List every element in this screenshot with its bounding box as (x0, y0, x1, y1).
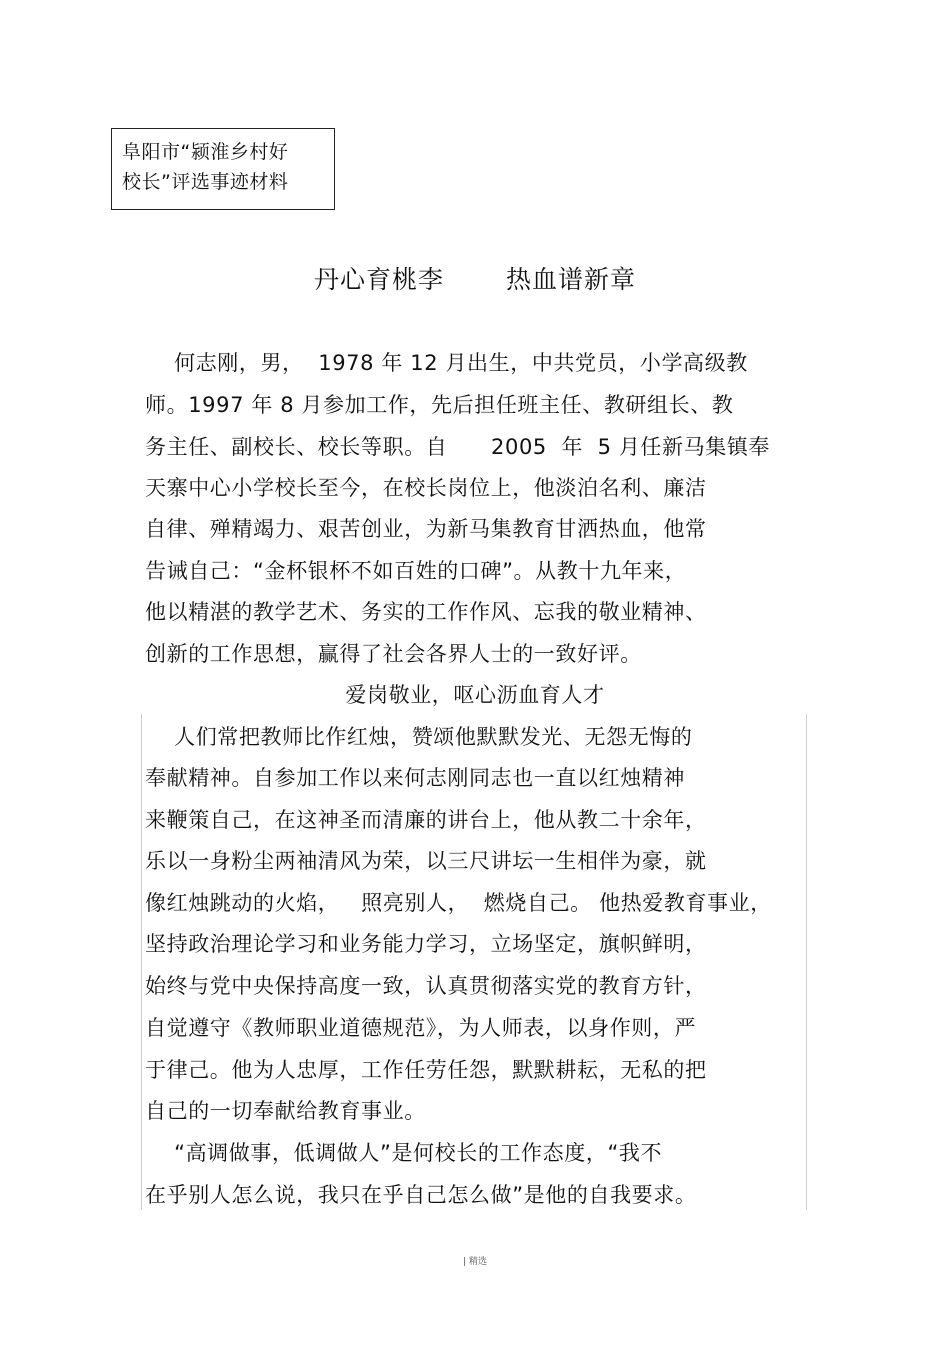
body-line: “高调做事，低调做人”是何校长的工作态度，“我不 (145, 1141, 663, 1165)
intro-line: 师。1997 年 8 月参加工作，先后担任班主任、教研组长、教 (145, 393, 734, 417)
header-box (111, 128, 335, 210)
body-line: 坚持政治理论学习和业务能力学习，立场坚定，旗帜鲜明， (145, 932, 707, 956)
section-right-rule (806, 714, 807, 1210)
body-line: 自己的一切奉献给教育事业。 (145, 1099, 426, 1123)
intro-line: 他以精湛的教学艺术、务实的工作作风、忘我的敬业精神、 (145, 600, 707, 624)
header-box-line-1: 阜阳市“颍淮乡村好 (122, 141, 289, 163)
body-line: 奉献精神。自参加工作以来何志刚同志也一直以红烛精神 (145, 766, 685, 790)
section-left-rule (141, 714, 142, 1210)
page-footer: | 精选 (463, 1257, 487, 1267)
intro-line: 何志刚，男， 1978 年 12 月出生，中共党员，小学高级教 (145, 351, 748, 375)
title-part-2: 热血谱新章 (506, 265, 637, 294)
intro-line: 告诫自己：“金杯银杯不如百姓的口碑”。从教十九年来， (145, 559, 687, 583)
intro-line: 务主任、副校长、校长等职。自 2005 年 5 月任新马集镇奉 (145, 435, 771, 459)
body-line: 于律己。他为人忠厚，工作任劳任怨，默默耕耘，无私的把 (145, 1058, 707, 1082)
body-line: 人们常把教师比作红烛，赞颂他默默发光、无怨无悔的 (145, 725, 693, 749)
intro-line: 创新的工作思想，赢得了社会各界人士的一致好评。 (145, 642, 642, 666)
header-box-line-2: 校长”评选事迹材料 (122, 171, 289, 193)
intro-line: 天寨中心小学校长至今，在校长岗位上，他淡泊名利、廉洁 (145, 476, 707, 500)
body-line: 自觉遵守《教师职业道德规范》，为人师表，以身作则，严 (145, 1016, 697, 1040)
intro-line: 自律、殚精竭力、艰苦创业，为新马集教育甘洒热血，他常 (145, 517, 707, 541)
body-line: 在乎别人怎么说，我只在乎自己怎么做”是他的自我要求。 (145, 1183, 697, 1207)
section-heading: 爱岗敬业，呕心沥血育人才 (345, 683, 605, 707)
title-part-1: 丹心育桃李 (313, 265, 444, 294)
body-line: 像红烛跳动的火焰， 照亮别人， 燃烧自己。 他热爱教育事业， (145, 891, 772, 915)
body-line: 来鞭策自己，在这神圣而清廉的讲台上，他从教二十余年， (145, 808, 707, 832)
body-line: 始终与党中央保持高度一致，认真贯彻落实党的教育方针， (145, 974, 707, 998)
body-line: 乐以一身粉尘两袖清风为荣，以三尺讲坛一生相伴为豪，就 (145, 849, 707, 873)
page-title (0, 262, 950, 298)
